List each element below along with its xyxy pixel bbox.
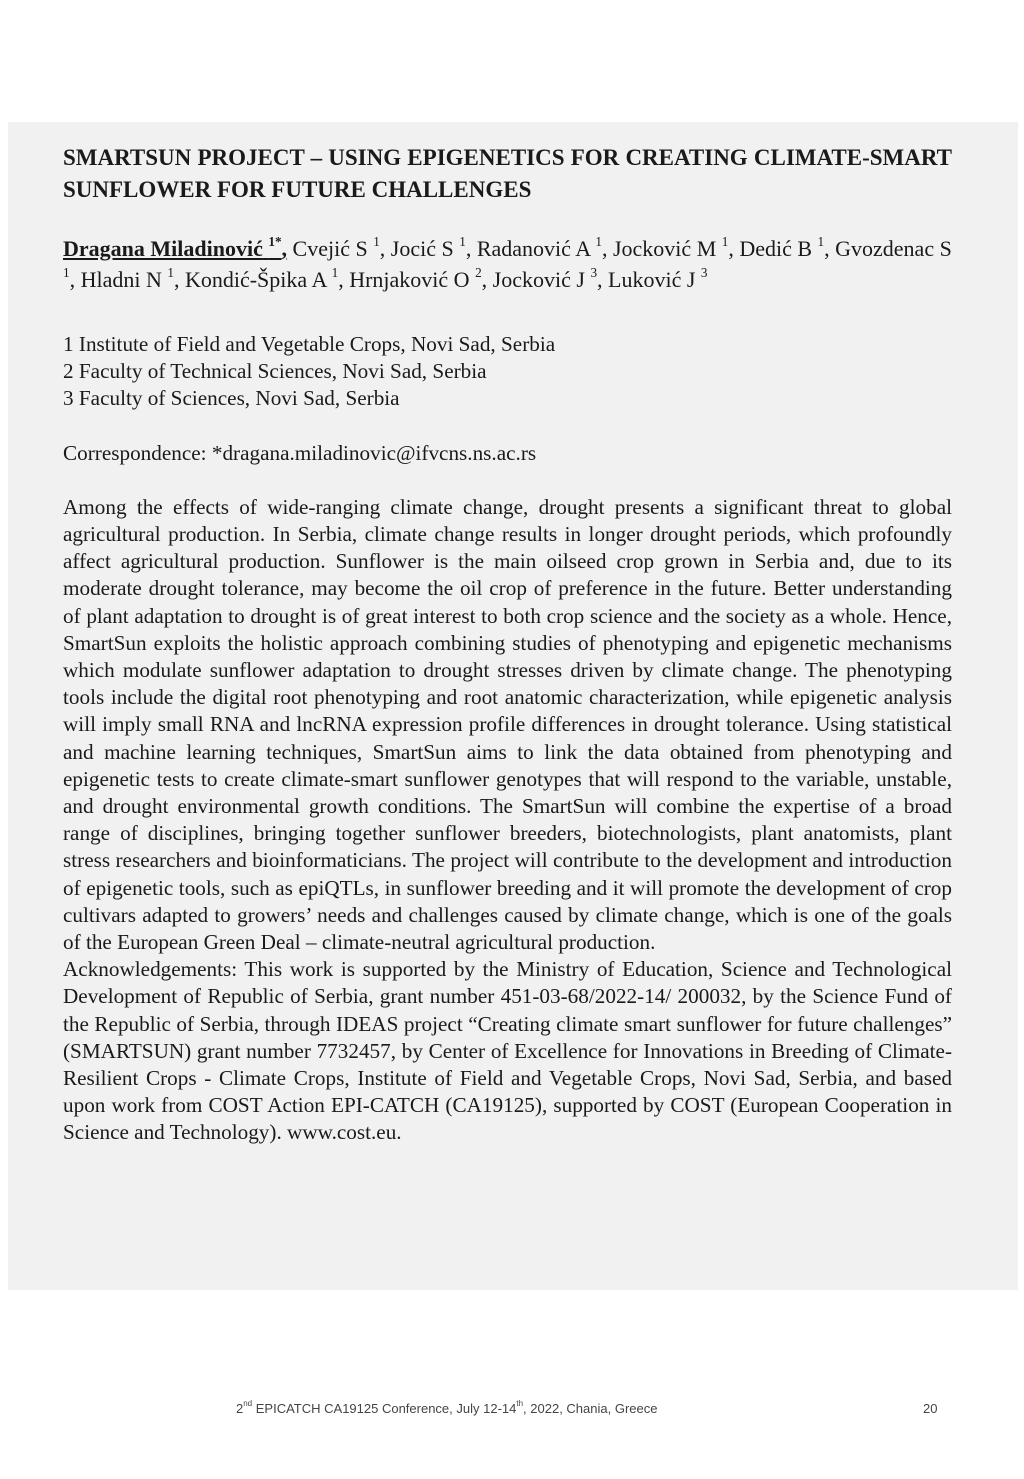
abstract-content: [63, 142, 952, 1147]
coauthors: Cvejić S $^1$, Jocić S $^1$, Radanović A $^1$, Jocković M $^1$, Dedić B $^1$, Gvozdenac S $^1$, Hladni N $^1$, Kondić-Špika A $^1$, Hrnjaković O $^2$, Jocković J $^3$, Luković J $^3$: [63, 233, 952, 292]
coauthor: [612, 233, 729, 261]
coauthor: [492, 264, 598, 292]
coauthor-affiliation: 1: [595, 233, 602, 249]
affiliation-3: 3 Faculty of Sciences, Novi Sad, Serbia: [63, 386, 400, 411]
coauthor-affiliation: 1: [167, 264, 174, 280]
coauthor-affiliation: 3: [700, 264, 708, 280]
coauthor-name: Cvejić S: [292, 236, 374, 261]
lead-author-name: Dragana Miladinović: [63, 236, 263, 261]
lead-author: Dragana Miladinović $^{1*}$,: [63, 233, 288, 261]
coauthor-name: Jocić S: [390, 236, 460, 261]
coauthor-name: Hrnjaković O: [349, 267, 476, 292]
coauthor: [349, 264, 482, 292]
affiliation-1: 1 Institute of Field and Vegetable Crops, Novi Sad, Serbia: [63, 332, 556, 356]
coauthor: [292, 233, 380, 261]
affiliation-2: 2 Faculty of Technical Sciences, Novi Sad, Serbia: [63, 359, 487, 384]
coauthor-name: Luković J: [608, 267, 701, 292]
lead-author-affiliation: 1*: [268, 233, 282, 249]
author-list: [63, 233, 952, 295]
page-number: 20: [923, 1401, 938, 1416]
coauthor-name: Jocković M: [612, 236, 722, 261]
abstract-text: Among the effects of wide-ranging climate change, drought presents a significant threat to global agricultural production. In Serbia, climate change results in longer drought periods, which profoundly affect agricultural production. Sunflower is the main oilseed crop grown in Serbia and, due to its moderate drought tolerance, may become the oil crop of preference in the future. Better understanding of plant adaptation to drought is of great interest to both crop science and the society as a whole. Hence, SmartSun exploits the holistic approach combining studies of phenotyping and epigenetic mechanisms which modulate sunflower adaptation to drought stresses driven by climate change. The phenotyping tools include the digital root phenotyping and root anatomic characterization, while epigenetic analysis will imply small RNA and lncRNA expression profile differences in drought tolerance. Using statistical and machine learning techniques, SmartSun aims to link the data obtained from phenotyping and epigenetic tests to create climate-smart sunflower genotypes that will respond to the variable, unstable, and drought environmental growth conditions. The SmartSun will combine the expertise of a broad range of disciplines, bringing together sunflower breeders, biotechnologists, plant anatomists, plant stress researchers and bioinformaticians. The project will contribute to the development and introduction of epigenetic tools, such as epiQTLs, in sunflower breeding and it will promote the development of crop cultivars adapted to growers’ needs and challenges caused by climate change, which is one of the goals of the European Green Deal – climate-neutral agricultural production.: [63, 494, 952, 955]
coauthor: [476, 233, 602, 261]
correspondence: Correspondence: *dragana.miladinovic@ifvcns.ns.ac.rs: [63, 440, 537, 465]
coauthor-name: Dedić B: [739, 236, 818, 261]
coauthor-affiliation: 1: [721, 233, 729, 249]
coauthor-affiliation: 2: [475, 264, 482, 280]
coauthor: [739, 233, 825, 261]
acknowledgements: Acknowledgements: This work is supported by the Ministry of Education, Science and Technological Development of Republic of Serbia, grant number 451-03-68/2022-14/ 200032, by the Science Fund of the Republic of Serbia, through IDEAS project “Creating climate smart sunflower for future challenges” (SMARTSUN) grant number 7732457, by Center of Excellence for Innovations in Breeding of Climate-Resilient Crops - Climate Crops, Institute of Field and Vegetable Crops, Novi Sad, Serbia, and based upon work from COST Action EPI-CATCH (CA19125), supported by COST (European Cooperation in Science and Technology). www.cost.eu.: [63, 957, 952, 1145]
coauthor-name: Kondić-Špika A: [184, 267, 332, 292]
coauthor-affiliation: 3: [590, 264, 598, 280]
coauthor-affiliation: 1: [63, 264, 70, 280]
coauthor: [80, 264, 174, 292]
coauthor-affiliation: 1: [459, 233, 466, 249]
coauthor: [184, 264, 339, 292]
coauthor-affiliation: 1: [331, 264, 339, 280]
coauthor-name: Hladni N: [80, 267, 168, 292]
coauthor-name: Gvozdenac S: [835, 236, 952, 261]
coauthor-name: Jocković J: [492, 267, 591, 292]
paper-title: SMARTSUN PROJECT – USING EPIGENETICS FOR CREATING CLIMATE-SMART SUNFLOWER FOR FUTURE CHALLENGES: [63, 145, 952, 202]
conference-info: 2nd EPICATCH CA19125 Conference, July 12-14th, 2022, Chania, Greece: [236, 1399, 658, 1416]
coauthor-name: Radanović A: [476, 236, 596, 261]
coauthor: [390, 233, 466, 261]
coauthor-affiliation: 1: [817, 233, 825, 249]
affiliations: [63, 331, 952, 413]
coauthor: [608, 264, 708, 292]
coauthor-affiliation: 1: [373, 233, 380, 249]
